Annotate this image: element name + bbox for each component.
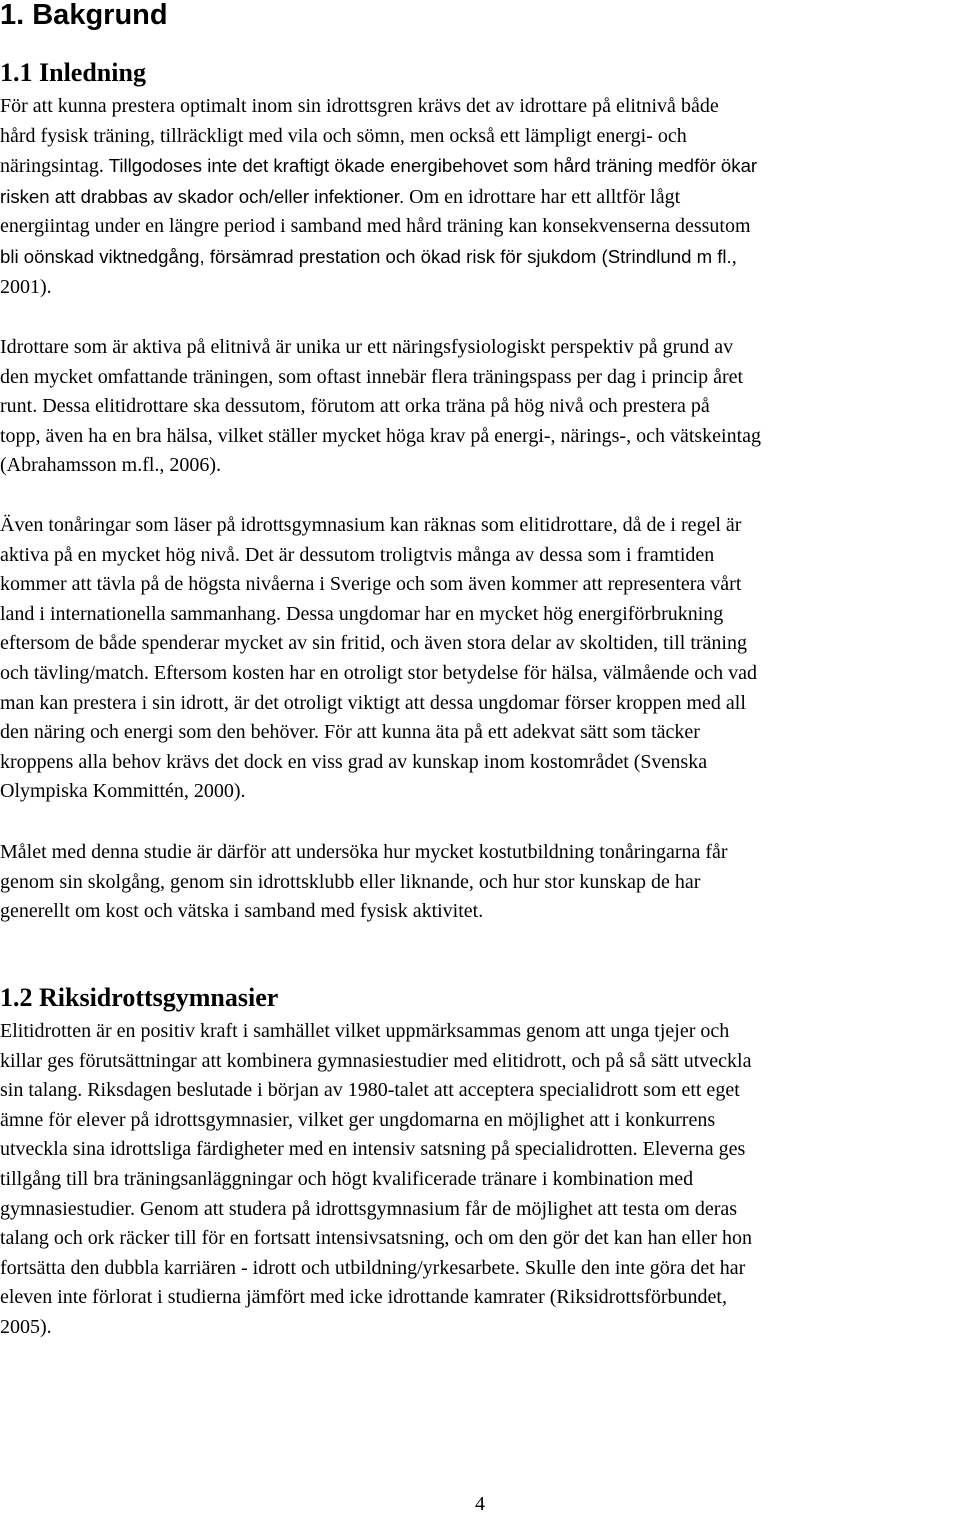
paragraph-teenage-athletes	[0, 511, 960, 807]
text-line: generellt om kost och vätska i samband med fysisk aktivitet.	[0, 900, 484, 923]
text-line: Idrottare som är aktiva på elitnivå är unika ur ett näringsfysiologiskt perspektiv på grund av	[0, 336, 734, 358]
text-line: Olympiska Kommittén, 2000).	[0, 780, 246, 803]
paragraph-sports-high-schools	[0, 1017, 960, 1343]
paragraph-energy-needs	[0, 92, 960, 302]
text-line: (Abrahamsson m.fl., 2006).	[0, 454, 222, 477]
text-line: eleven inte förlorat i studierna jämfört med icke idrottande kamrater (Riksidrottsförbundet,	[0, 1286, 727, 1309]
text-line: talang och ork räcker till för en fortsatt intensivsatsning, och om den gör det kan han eller hon	[0, 1227, 753, 1250]
paragraph-elite-athletes	[0, 333, 960, 481]
text-line: man kan prestera i sin idrott, är det otroligt viktigt att dessa ungdomar förser kroppen med all	[0, 691, 746, 714]
text-line: gymnasiestudier. Genom att studera på idrottsgymnasium får de möjlighet att testa om deras	[0, 1197, 738, 1220]
text-line: Elitidrotten är en positiv kraft i samhället vilket uppmärksammas genom att unga tjejer och	[0, 1020, 730, 1042]
text-line: runt. Dessa elitidrottare ska dessutom, förutom att orka träna på hög nivå och prestera på	[0, 395, 710, 418]
text-line: genom sin skolgång, genom sin idrottsklubb eller liknande, och hur stor kunskap de har	[0, 870, 701, 893]
text-line: eftersom de både spenderar mycket av sin fritid, och även stora delar av skoltiden, till träning	[0, 632, 747, 655]
text-line: För att kunna prestera optimalt inom sin idrottsgren krävs det av idrottare på elitnivå både	[0, 95, 719, 117]
text-line: risken att drabbas av skador och/eller infektioner. Om en idrottare har ett alltför lågt	[0, 185, 681, 208]
text-line: energiintag under en längre period i samband med hård träning kan konsekvenserna dessutom	[0, 215, 751, 238]
text-line: aktiva på en mycket hög nivå. Det är dessutom troligtvis många av dessa som i framtiden	[0, 543, 715, 566]
text-line: 2001).	[0, 275, 52, 298]
text-line: Målet med denna studie är därför att undersöka hur mycket kostutbildning tonåringarna får	[0, 841, 728, 863]
text-line: kroppens alla behov krävs det dock en viss grad av kunskap inom kostområdet (Svenska	[0, 750, 708, 773]
text-line: tillgång till bra träningsanläggningar och högt kvalificerade tränare i kombination med	[0, 1167, 694, 1190]
paragraph-study-aim	[0, 838, 960, 927]
text-line: hård fysisk träning, tillräckligt med vila och sömn, men också ett lämpligt energi- och	[0, 124, 687, 147]
text-line: sin talang. Riksdagen beslutade i början av 1980-talet att acceptera specialidrott som ett eget	[0, 1079, 740, 1102]
chapter-heading: 1. Bakgrund	[0, 0, 168, 31]
text-line: fortsätta den dubbla karriären - idrott och utbildning/yrkesarbete. Skulle den inte göra det har	[0, 1256, 746, 1279]
text-line: ämne för elever på idrottsgymnasier, vilket ger ungdomarna en möjlighet att i konkurrens	[0, 1108, 716, 1131]
text-line: bli oönskad viktnedgång, försämrad prestation och ökad risk för sjukdom (Strindlund m fl.,	[0, 245, 737, 268]
text-line: utveckla sina idrottsliga färdigheter med en intensiv satsning på specialidrotten. Eleverna ges	[0, 1138, 746, 1161]
text-line: kommer att tävla på de högsta nivåerna i Sverige och som även kommer att representera vårt	[0, 573, 742, 596]
text-line: och tävling/match. Eftersom kosten har en otroligt stor betydelse för hälsa, välmående och vad	[0, 661, 757, 684]
text-line: näringsintag. Tillgodoses inte det kraftigt ökade energibehovet som hård träning medför ökar	[0, 155, 758, 178]
text-line: 2005).	[0, 1315, 52, 1338]
text-line: den näring och energi som den behöver. För att kunna äta på ett adekvat sätt som täcker	[0, 721, 700, 744]
text-line: killar ges förutsättningar att kombinera gymnasiestudier med elitidrott, och på så sätt utveckla	[0, 1049, 752, 1072]
page-number: 4	[475, 1493, 485, 1515]
text-line: topp, även ha en bra hälsa, vilket ställer mycket höga krav på energi-, närings-, och vätskeintag	[0, 424, 762, 447]
section-heading-riksidrottsgymnasier: 1.2 Riksidrottsgymnasier	[0, 983, 279, 1012]
text-line: land i internationella sammanhang. Dessa ungdomar har en mycket hög energiförbrukning	[0, 602, 724, 625]
text-line: den mycket omfattande träningen, som oftast innebär flera träningspass per dag i princip året	[0, 365, 744, 388]
text-line: Även tonåringar som läser på idrottsgymnasium kan räknas som elitidrottare, då de i regel är	[0, 514, 742, 536]
section-heading-inledning: 1.1 Inledning	[0, 58, 146, 87]
